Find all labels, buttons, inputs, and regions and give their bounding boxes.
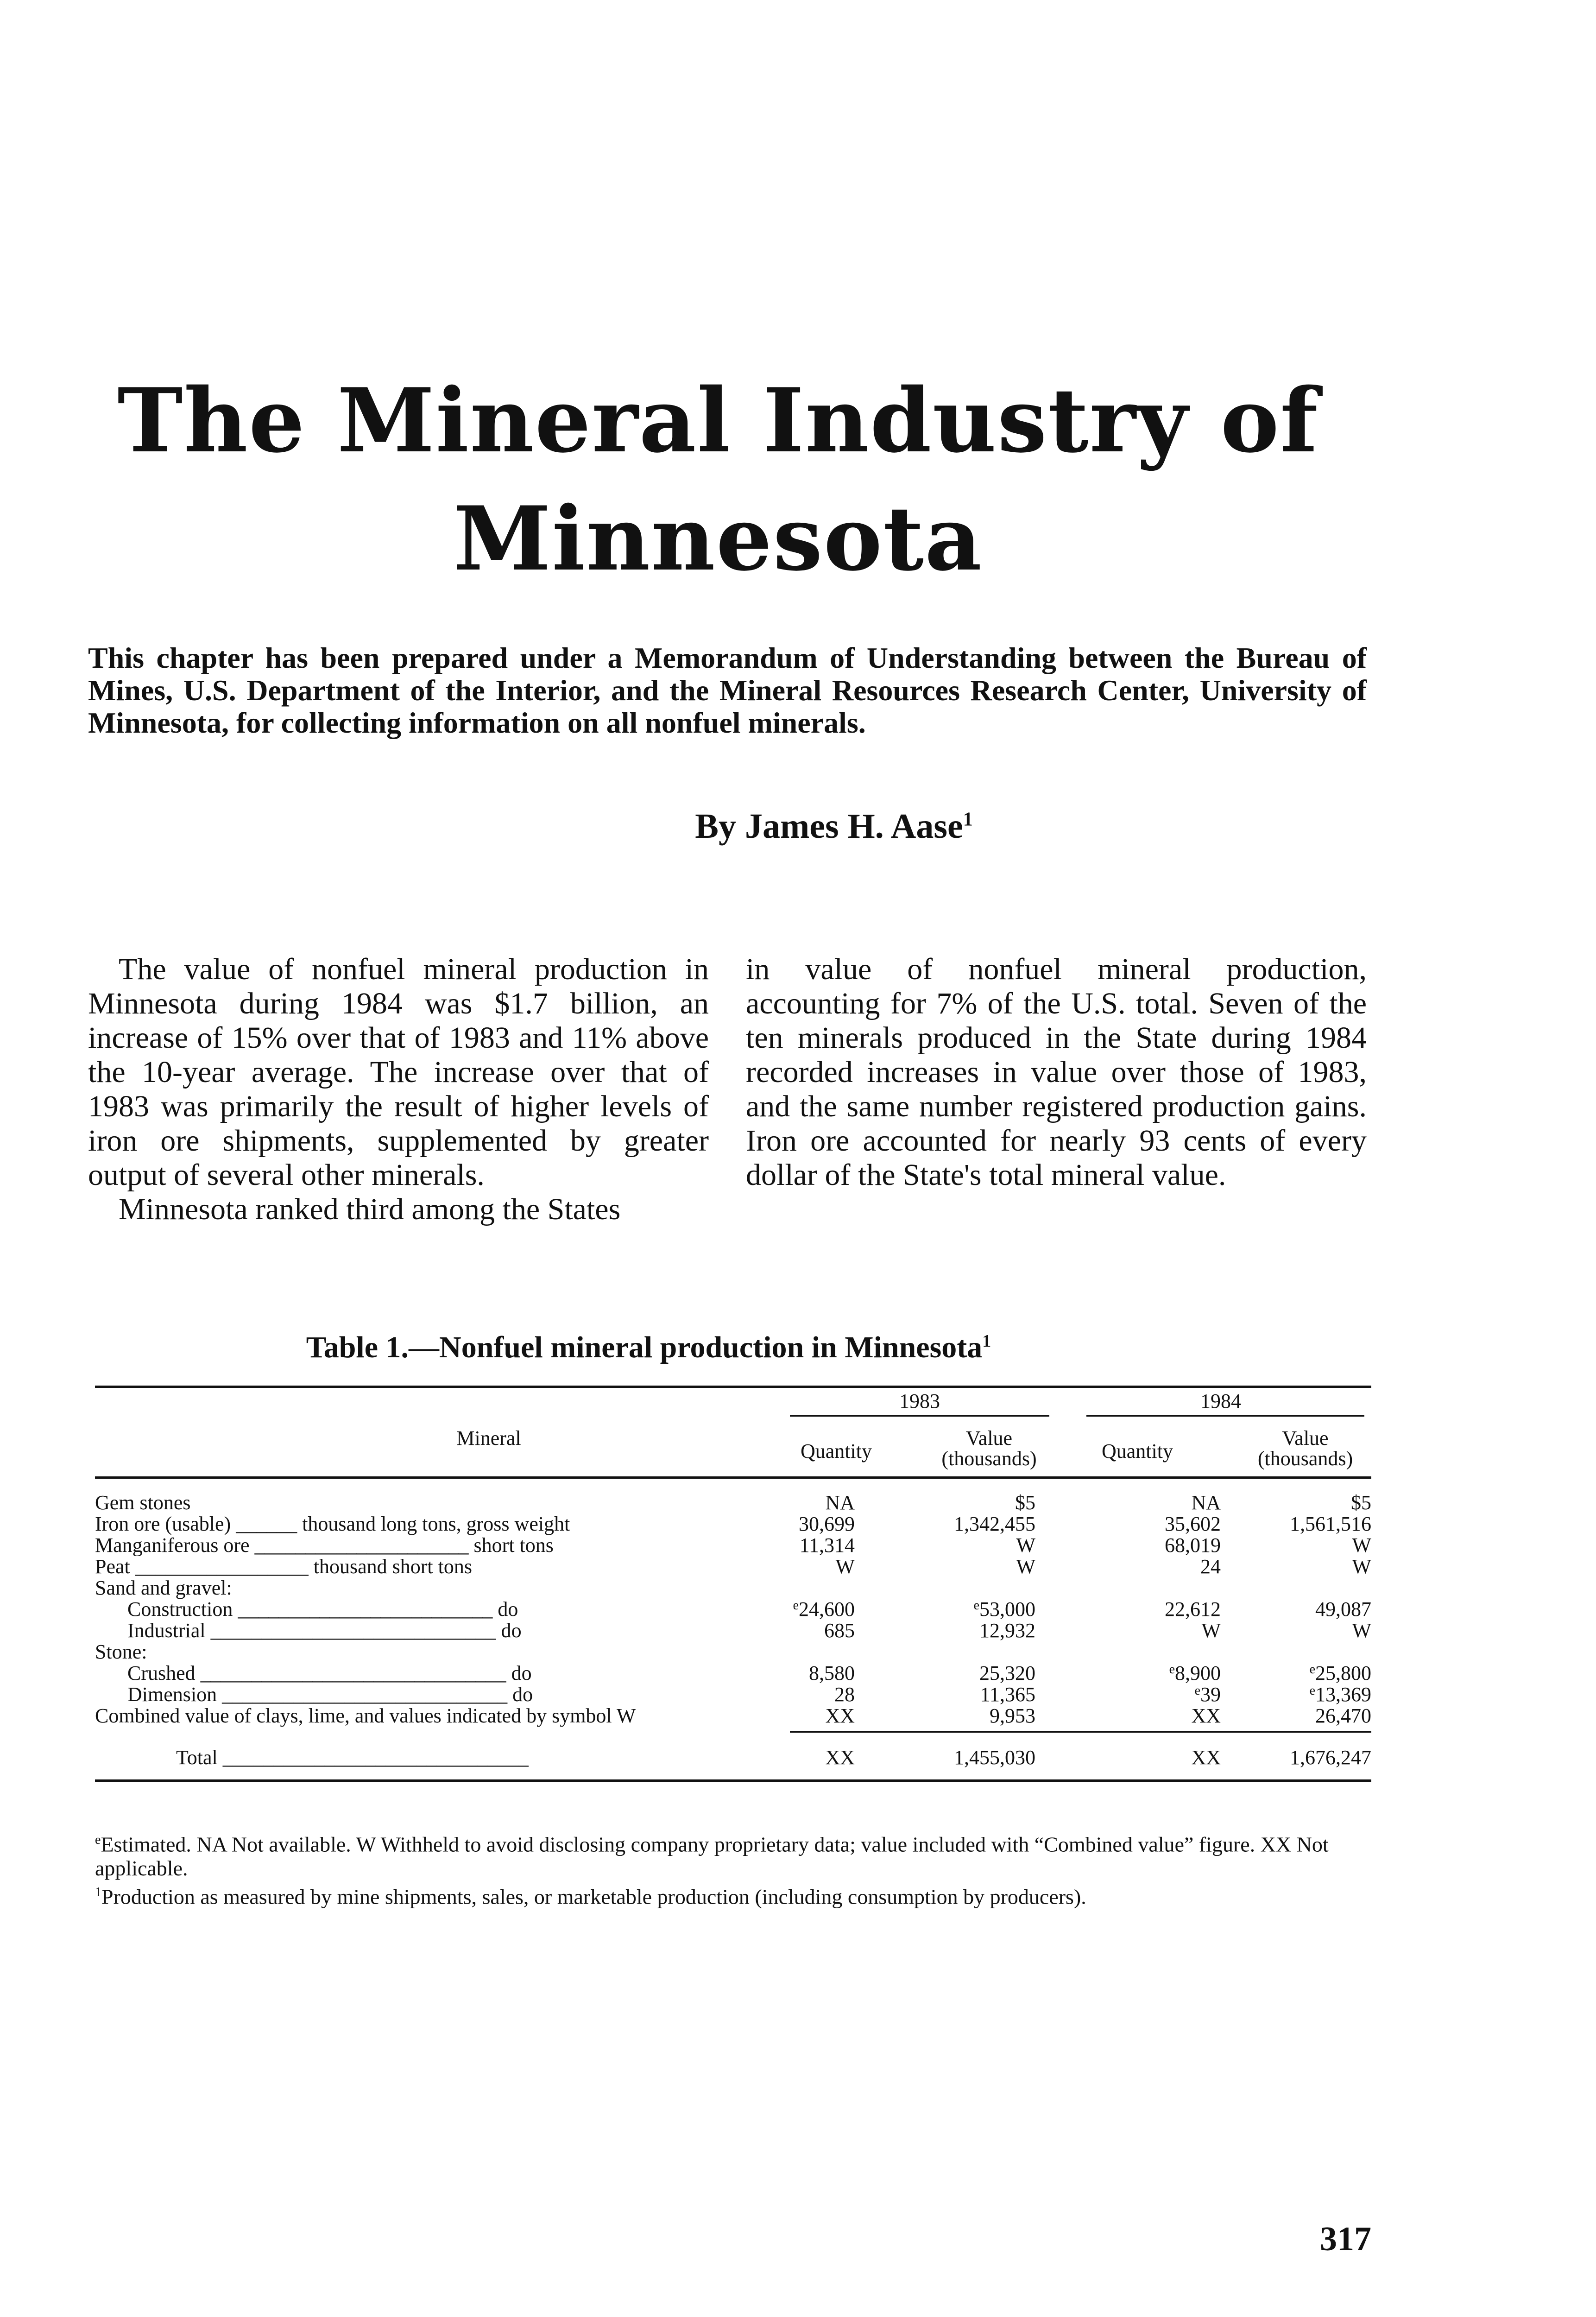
row-label: Gem stones (95, 1492, 191, 1513)
value-1983: 12,932 (979, 1619, 1035, 1642)
table-row (95, 1663, 1371, 1684)
header-quantity-1984: Quantity (1102, 1440, 1173, 1462)
total-rule (790, 1731, 1371, 1733)
total-label: Total ______________________________ (176, 1747, 529, 1768)
row-label: Stone: (95, 1641, 147, 1663)
byline (510, 806, 1158, 847)
value-1984: $5 (1351, 1491, 1371, 1514)
row-label: Peat _________________ thousand short tons (95, 1556, 472, 1577)
year-1984-rule (1086, 1415, 1364, 1417)
header-quantity-1983: Quantity (801, 1440, 872, 1462)
estimate-mark: e (793, 1598, 799, 1613)
value-1983: 9,953 (990, 1704, 1035, 1727)
header-year-1984: 1984 (1200, 1390, 1241, 1412)
page-number: 317 (1320, 2220, 1371, 2258)
table-title (185, 1330, 1112, 1365)
value-1984: 26,470 (1315, 1704, 1371, 1727)
row-label: Construction _________________________ do (127, 1599, 518, 1620)
title-line-2: Minnesota (453, 487, 983, 590)
body-column-left (88, 952, 709, 1227)
header-value-1984 (1239, 1428, 1371, 1469)
quantity-1984 (1195, 1684, 1221, 1705)
footnote-mark: 1 (95, 1885, 101, 1900)
quantity-1984: XX (1191, 1704, 1221, 1727)
value-1984 (1310, 1684, 1371, 1705)
value-1983: $5 (1015, 1491, 1035, 1514)
quantity-1983: 685 (824, 1619, 855, 1642)
body-column-right (746, 952, 1367, 1192)
value-1983: 1,342,455 (954, 1513, 1035, 1535)
value-1984: 49,087 (1315, 1598, 1371, 1621)
body-paragraph: The value of nonfuel mineral production in Minnesota during 1984 was $1.7 billion, an increase of 15% over that of 1983 and 11% above the 10-year average. The increase over that of 1983 was primarily the result of higher levels of iron ore shipments, supplemented by greater output of several other minerals. (88, 952, 709, 1192)
header-value-1983 (929, 1428, 1049, 1469)
estimate-mark: e (1309, 1684, 1315, 1698)
row-label: Sand and gravel: (95, 1577, 232, 1599)
table-top-rule (95, 1386, 1371, 1388)
footnote-text: Production as measured by mine shipments, sales, or marketable production (including consumption by producers). (101, 1885, 1086, 1909)
title-line-1: The Mineral Industry of (117, 369, 1319, 472)
value-1984: W (1352, 1555, 1371, 1578)
quantity-1983: 28 (834, 1683, 855, 1706)
table-row (95, 1599, 1371, 1620)
preface-note: This chapter has been prepared under a Memorandum of Understanding between the Bureau of Mines, U.S. Department of the Interior, and the Mineral Resources Research Center, University of Minnesota, for collecting information on all nonfuel minerals. (88, 641, 1367, 739)
quantity-1983: XX (825, 1704, 855, 1727)
value-1984 (1310, 1663, 1371, 1684)
total-quantity-1983: XX (825, 1746, 855, 1769)
estimate-mark: e (973, 1598, 979, 1613)
table-footnotes (95, 1828, 1371, 1909)
table-row (95, 1535, 1371, 1556)
total-quantity-1984: XX (1191, 1746, 1221, 1769)
header-value-unit: (thousands) (941, 1447, 1037, 1470)
quantity-value: 8,900 (1175, 1662, 1221, 1684)
estimate-mark: e (1194, 1684, 1200, 1698)
header-value-unit: (thousands) (1257, 1447, 1353, 1470)
table-row (95, 1705, 1371, 1727)
row-label: Combined value of clays, lime, and values indicated by symbol W (95, 1705, 636, 1727)
author-footnote-mark: 1 (963, 809, 973, 830)
body-paragraph: Minnesota ranked third among the States (119, 1192, 621, 1226)
quantity-1984: NA (1191, 1491, 1221, 1514)
header-value-label: Value (965, 1427, 1013, 1450)
quantity-value: 24,600 (799, 1598, 855, 1621)
estimate-mark: e (1169, 1662, 1175, 1677)
page-title (93, 361, 1344, 598)
quantity-1984 (1169, 1663, 1221, 1684)
table-row (95, 1492, 1371, 1513)
quantity-1983: W (835, 1555, 855, 1578)
row-label: Manganiferous ore _____________________ short tons (95, 1535, 554, 1556)
estimate-mark: e (1309, 1662, 1315, 1677)
quantity-1983: 8,580 (809, 1662, 855, 1684)
value-1983 (974, 1599, 1035, 1620)
table-title-footnote-mark: 1 (982, 1331, 991, 1351)
author-name: By James H. Aase (695, 807, 963, 846)
row-label: Industrial ____________________________ do (127, 1620, 522, 1641)
year-1983-rule (790, 1415, 1049, 1417)
footnote-2 (95, 1880, 1371, 1909)
row-label: Iron ore (usable) ______ thousand long tons, gross weight (95, 1513, 570, 1535)
header-bottom-rule (95, 1476, 1371, 1479)
quantity-1983 (793, 1599, 855, 1620)
value-1983: W (1016, 1534, 1035, 1557)
header-value-label: Value (1282, 1427, 1329, 1450)
quantity-value: 39 (1200, 1683, 1221, 1706)
total-value-1984: 1,676,247 (1290, 1746, 1371, 1769)
footnote-text: Estimated. NA Not available. W Withheld to avoid disclosing company proprietary data; value included with “Combined value” figure. XX Not applicable. (95, 1832, 1329, 1880)
row-label: Crushed ______________________________ do (127, 1663, 532, 1684)
table-row (95, 1577, 1371, 1599)
value-1984: W (1352, 1534, 1371, 1557)
total-value-1983: 1,455,030 (954, 1746, 1035, 1769)
body-paragraph: in value of nonfuel mineral production, accounting for 7% of the U.S. total. Seven of the ten minerals produced in the State during 1984 recorded increases in value over those of 1983, and the same number registered production gains. Iron ore accounted for nearly 93 cents of every dollar of the State's total mineral value. (746, 952, 1367, 1192)
quantity-1984: 24 (1200, 1555, 1221, 1578)
value-1983: W (1016, 1555, 1035, 1578)
quantity-1983: NA (825, 1491, 855, 1514)
quantity-1983: 11,314 (799, 1534, 855, 1557)
value-1984: 1,561,516 (1290, 1513, 1371, 1535)
footnote-mark: e (95, 1833, 101, 1847)
value-1984: W (1352, 1619, 1371, 1642)
footnote-1 (95, 1828, 1371, 1880)
quantity-1984: 22,612 (1165, 1598, 1221, 1621)
table-row (95, 1684, 1371, 1705)
table-title-text: Table 1.—Nonfuel mineral production in Minnesota (306, 1330, 983, 1364)
header-mineral: Mineral (456, 1427, 521, 1450)
value-1983: 25,320 (979, 1662, 1035, 1684)
quantity-1984: 68,019 (1165, 1534, 1221, 1557)
table-row (95, 1513, 1371, 1535)
quantity-1983: 30,699 (799, 1513, 855, 1535)
value-value: 25,800 (1315, 1662, 1371, 1684)
table-total-row (95, 1747, 1371, 1768)
table-row (95, 1556, 1371, 1577)
quantity-1984: 35,602 (1165, 1513, 1221, 1535)
table-row (95, 1641, 1371, 1663)
value-value: 13,369 (1315, 1683, 1371, 1706)
row-label: Dimension ____________________________ do (127, 1684, 533, 1705)
value-1983: 11,365 (980, 1683, 1035, 1706)
value-value: 53,000 (979, 1598, 1035, 1621)
header-year-1983: 1983 (899, 1390, 940, 1412)
table-bottom-rule (95, 1779, 1371, 1782)
table-row (95, 1620, 1371, 1641)
quantity-1984: W (1201, 1619, 1221, 1642)
